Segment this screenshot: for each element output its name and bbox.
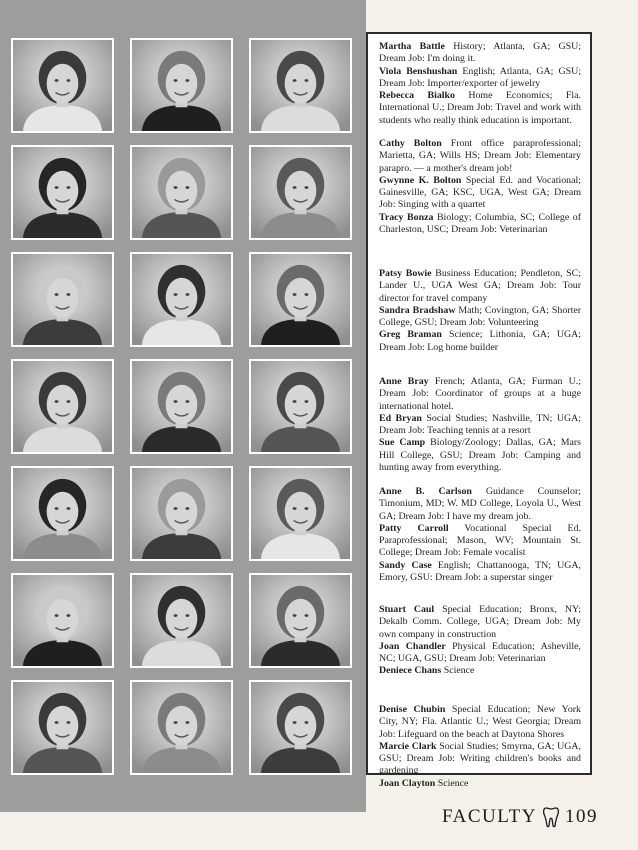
faculty-name: Viola Benshushan (379, 65, 458, 77)
faculty-name: Deniece Chans (379, 665, 442, 677)
faculty-portrait (130, 359, 233, 454)
faculty-portrait (249, 252, 352, 347)
faculty-entry (379, 665, 581, 677)
caption-group (379, 138, 581, 268)
faculty-name: Tracy Bonza (379, 211, 434, 223)
portrait-image (251, 468, 350, 559)
faculty-name: Patsy Bowie (379, 268, 432, 279)
faculty-entry (379, 66, 581, 91)
portrait-image (13, 147, 112, 238)
portrait-image (251, 361, 350, 452)
faculty-portrait (249, 38, 352, 133)
faculty-portrait (130, 466, 233, 561)
faculty-portrait (130, 680, 233, 775)
faculty-name: Cathy Bolton (379, 138, 442, 149)
faculty-entry (379, 212, 581, 237)
tooth-icon (543, 806, 559, 828)
faculty-name: Denise Chubin (379, 704, 446, 715)
faculty-details: French; Atlanta, GA; Furman U.; Dream Job: Coordinator of groups at a huge international hotel. (379, 376, 582, 412)
portrait-image (132, 40, 231, 131)
faculty-name: Patty Carroll (379, 522, 449, 534)
faculty-details: Home Economics; Fla. International U.; Dream Job: Travel and work with students who really think education is important. (379, 90, 581, 126)
portrait-image (132, 575, 231, 666)
faculty-details: Guidance Counselor; Timonium, MD; W. MD College, Loyola U., West GA; Dream Job: I have my dream job. (379, 486, 581, 522)
faculty-details: Science; Lithonia, GA; UGA; Dream Job: Log home builder (379, 329, 581, 353)
faculty-details: Science (435, 777, 469, 789)
page-number: 109 (564, 806, 598, 827)
faculty-portrait (11, 573, 114, 668)
faculty-details: Science (441, 665, 475, 677)
caption-group (379, 704, 581, 790)
faculty-portrait (130, 573, 233, 668)
faculty-details: Social Studies; Nashville, TN; UGA; Dream Job: Teaching tennis at a resort (379, 412, 582, 437)
portrait-image (13, 254, 112, 345)
faculty-name: Stuart Caul (379, 604, 435, 615)
faculty-details: English; Atlanta, GA; GSU; Dream Job: Importer/exporter of jewelry (379, 65, 581, 89)
portrait-image (251, 40, 350, 131)
faculty-entry (379, 741, 581, 778)
faculty-portrait (130, 145, 233, 240)
faculty-portrait (249, 359, 352, 454)
faculty-details: Special Education; New York City, NY; Fla. Atlantic U.; West Georgia; Dream Job: Lifeguard on the beach at Daytona Shores (379, 704, 581, 740)
caption-group (379, 604, 581, 704)
portrait-image (13, 40, 112, 131)
caption-group (379, 268, 581, 376)
faculty-portrait (11, 466, 114, 561)
faculty-entry (379, 268, 581, 305)
faculty-portrait (130, 38, 233, 133)
faculty-portrait (11, 145, 114, 240)
faculty-name: Gwynne K. Bolton (379, 174, 462, 186)
faculty-name: Martha Battle (379, 41, 445, 52)
faculty-name: Rebecca Bialko (379, 90, 455, 102)
portrait-image (132, 682, 231, 773)
faculty-portrait (249, 680, 352, 775)
faculty-entry (379, 138, 581, 175)
faculty-name: Sandy Case (379, 559, 432, 571)
faculty-entry (379, 305, 581, 330)
faculty-entry (379, 41, 581, 66)
portrait-image (13, 575, 112, 666)
faculty-caption-box (366, 32, 592, 789)
portrait-image (251, 575, 350, 666)
faculty-details: Special Ed. and Vocational; Gainesville, GA; KSC, UGA, West GA; Dream Job: Singing with a quartet (379, 174, 581, 211)
faculty-entry (379, 486, 581, 523)
faculty-entry (379, 376, 581, 413)
faculty-portrait (249, 145, 352, 240)
faculty-entry (379, 641, 581, 666)
faculty-name: Greg Braman (379, 329, 442, 341)
faculty-portrait (249, 466, 352, 561)
faculty-details: Front office paraprofessional; Marietta, GA; Wills HS; Dream Job: Elementary parapro. — a mother's dream job! (379, 138, 581, 174)
faculty-portrait (130, 252, 233, 347)
portrait-image (13, 361, 112, 452)
faculty-entry (379, 437, 581, 474)
portrait-image (251, 254, 350, 345)
portrait-image (132, 254, 231, 345)
faculty-name: Sue Camp (379, 437, 426, 449)
faculty-entry (379, 778, 581, 790)
portrait-image (132, 361, 231, 452)
faculty-name: Ed Bryan (379, 412, 422, 424)
faculty-details: Business Education; Pendleton, SC; Lander U., UGA West GA; Dream Job: Tour director for travel company (379, 268, 582, 304)
faculty-details: History; Atlanta, GA; GSU; Dream Job: I'm doing it. (379, 41, 581, 65)
faculty-name: Anne Bray (379, 376, 429, 387)
faculty-entry (379, 329, 581, 354)
faculty-details: Biology; Columbia, SC; College of Charleston, USC; Dream Job: Veterinarian (379, 211, 581, 236)
faculty-entry (379, 90, 581, 127)
faculty-portrait (249, 573, 352, 668)
faculty-entry (379, 175, 581, 212)
faculty-name: Joan Clayton (379, 777, 436, 789)
faculty-name: Anne B. Carlson (379, 486, 472, 497)
portrait-image (251, 682, 350, 773)
faculty-details: Math; Covington, GA; Shorter College, GSU; Dream Job: Volunteering (379, 304, 581, 329)
faculty-portrait (11, 359, 114, 454)
faculty-name: Joan Chandler (379, 640, 446, 652)
caption-group (379, 486, 581, 604)
faculty-portrait (11, 38, 114, 133)
faculty-details: Special Education; Bronx, NY; Dekalb Comm. College, UGA; Dream Job: My own company in construction (379, 604, 582, 640)
portrait-image (251, 147, 350, 238)
portrait-image (13, 682, 112, 773)
portrait-image (132, 147, 231, 238)
faculty-entry (379, 523, 581, 560)
faculty-details: Biology/Zoology; Dallas, GA; Mars Hill College, GSU; Dream Job: Camping and hunting away from everything. (379, 437, 581, 474)
faculty-details: English; Chattanooga, TN; UGA, Emory, GSU: Dream Job: a superstar singer (379, 559, 582, 584)
faculty-entry (379, 413, 581, 438)
caption-group (379, 376, 581, 486)
page-footer (442, 806, 598, 828)
section-label: FACULTY (442, 806, 537, 827)
faculty-entry (379, 560, 581, 585)
faculty-entry (379, 604, 581, 641)
faculty-details: Vocational Special Ed. Paraprofessional; Mason, WV; Mountain St. College; Dream Job: Female vocalist (379, 522, 581, 559)
faculty-portrait (11, 680, 114, 775)
faculty-name: Sandra Bradshaw (379, 304, 456, 316)
caption-group (379, 41, 581, 138)
faculty-entry (379, 704, 581, 741)
portrait-image (132, 468, 231, 559)
faculty-photo-grid (11, 38, 356, 780)
faculty-portrait (11, 252, 114, 347)
faculty-name: Marcie Clark (379, 740, 437, 752)
portrait-image (13, 468, 112, 559)
faculty-details: Social Studies; Smyrna, GA; UGA, GSU; Dream Job: Writing children's books and gardening (379, 740, 581, 777)
faculty-details: Physical Education; Asheville, NC; UGA, GSU; Dream Job: Veterinarian (379, 640, 581, 665)
